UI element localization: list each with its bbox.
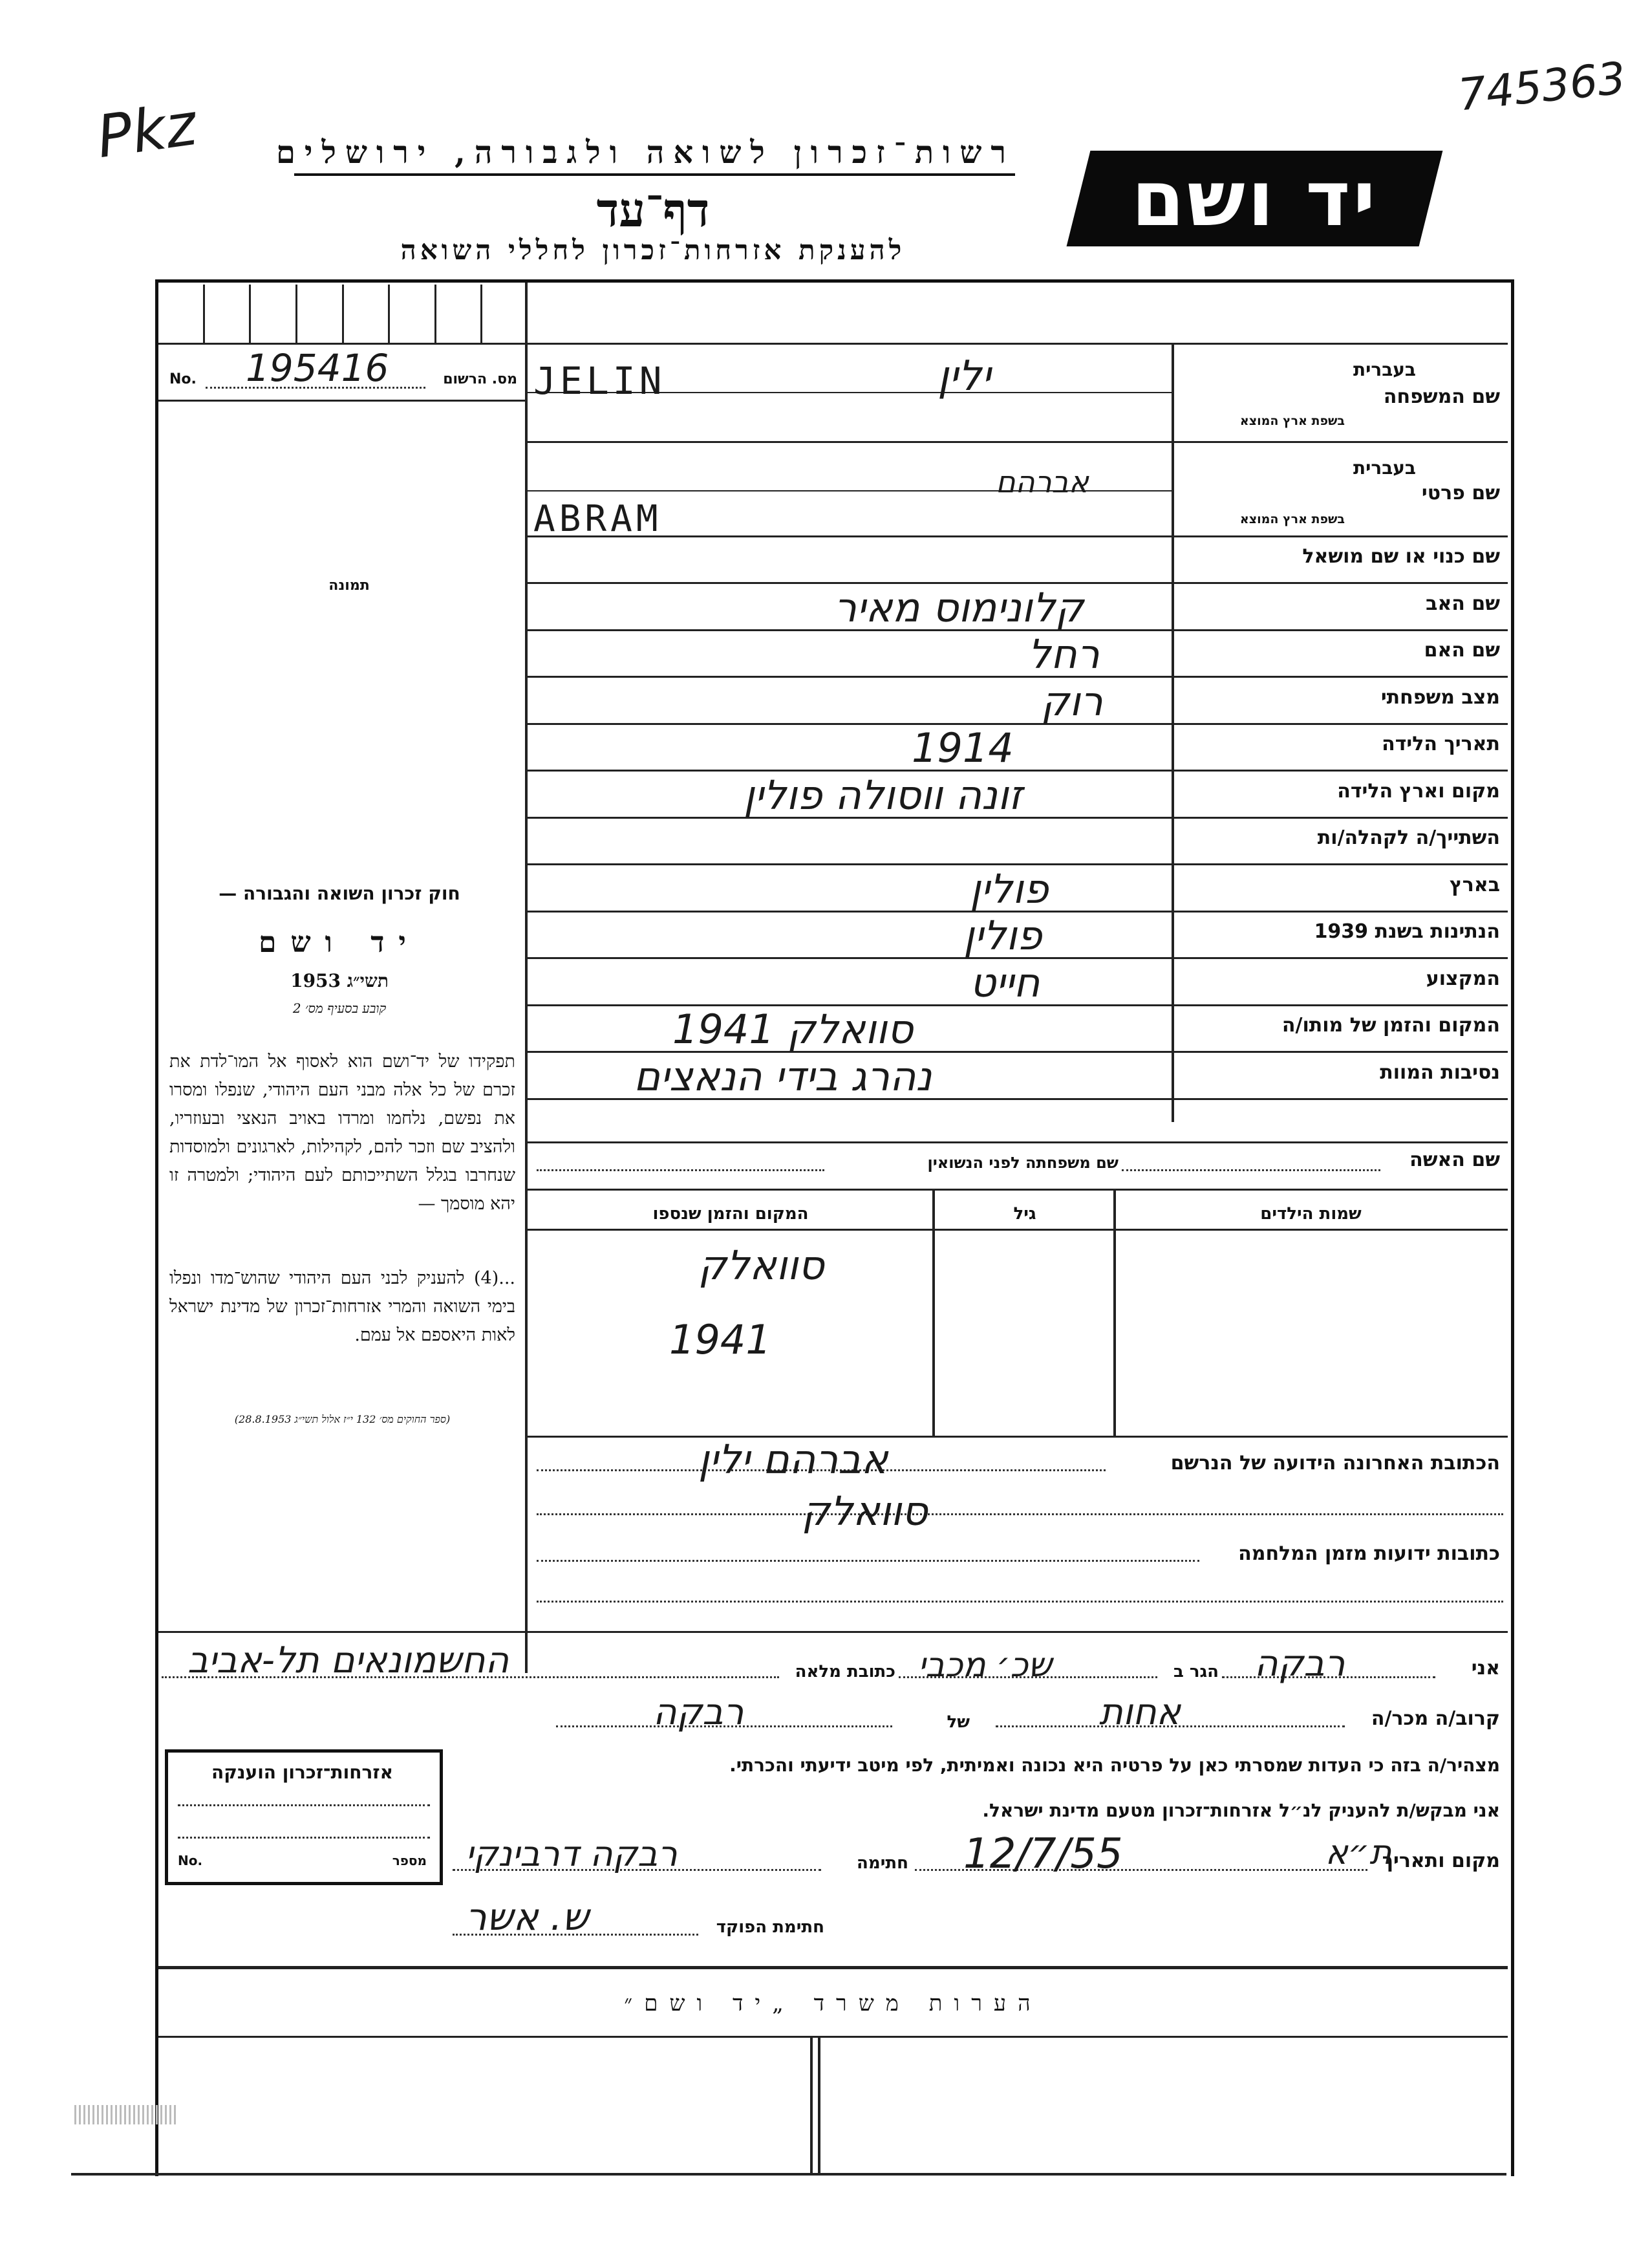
children-place-1: סוואלק: [698, 1242, 824, 1289]
citizenship-box: [165, 1749, 443, 1885]
address-bottom-rule: [158, 1631, 1508, 1633]
place-value: ת״א: [1325, 1833, 1392, 1872]
grid-top: [527, 343, 1508, 345]
date-value: 12/7/55: [963, 1830, 1123, 1878]
code-cells: [158, 285, 527, 343]
reg-no-label: No.: [169, 371, 197, 387]
wife-maiden-dots: [537, 1169, 824, 1171]
first-name-sub-hebrew: בעברית: [1353, 457, 1416, 479]
mother-value: רחל: [1028, 631, 1100, 678]
law-citation: (ספר החוקים מס׳ 132 י״ז אלול תשי״ג 28.8.1953): [234, 1413, 451, 1425]
office-top-rule: [158, 1966, 1508, 1969]
children-place-2: 1941: [669, 1316, 771, 1363]
office-notes-title: הערות משרד „יד ושם״: [624, 1991, 1042, 2016]
officer-signature: ש. אשר: [466, 1895, 589, 1939]
declarant-full-address: החשמונאים תל-אביב: [187, 1639, 509, 1681]
father-label: שם האב: [1426, 592, 1500, 615]
father-value: קלונימוס מאיר: [834, 584, 1084, 631]
row-rule: [527, 676, 1508, 678]
officer-label: חתימת הפוקד: [716, 1917, 824, 1937]
law-section: קובע בסעיף מס׳ 2: [292, 1000, 387, 1016]
birth-place-value: זונה ווסולה פולין: [744, 772, 1023, 819]
citizenship-number-label: מספר: [392, 1853, 427, 1868]
row-rule: [527, 723, 1508, 725]
country-label: בארץ: [1449, 874, 1500, 896]
family-name-label: שם המשפחה: [1383, 385, 1500, 408]
children-header-rule: [527, 1229, 1508, 1231]
children-bottom-rule: [527, 1436, 1508, 1438]
family-name-sub-hebrew: בעברית: [1353, 359, 1416, 380]
law-title: חוק זכרון השואה והגבורה —: [219, 883, 460, 904]
family-name-origin-value: JELIN: [533, 359, 666, 403]
wartime-address-label: כתובות ידועות מזמן המלחמה: [1238, 1542, 1500, 1565]
office-divider: [818, 2037, 820, 2173]
law-name: יד ושם: [259, 926, 420, 959]
law-paragraph-1: תפקידו של יד־ושם הוא לאסוף אל המו־לדת את זכרם של כל אלה מבני העם היהודי, שנפלו ומסרו את נפשם, נלחמו ומרדו באויב הנאצי ובעוזריו, ולהציב שם וזכר להם, לקהילות, לארגונים ולמוסדות שנחרבו בגלל השתייכותם לעם היהודי; ולמטרה זו יהא מוסמך —: [169, 1052, 515, 1214]
logo-text: יד ושם: [1131, 154, 1378, 243]
wartime-dots-2: [537, 1601, 1503, 1603]
citizenship-box-dots: [178, 1837, 430, 1839]
last-address-dots-2: [537, 1513, 1503, 1515]
law-year: תשי״ג 1953: [290, 970, 389, 991]
nickname-label: שם כנוי או שם מושאל: [1302, 545, 1500, 568]
wife-maiden-label: שם משפחתה לפני הנשואין: [927, 1154, 1119, 1172]
bottom-rule: [71, 2173, 1506, 2176]
family-name-sub-origin: בשפת ארץ המוצא: [1239, 414, 1345, 428]
full-address-label: כתובת מלאה: [795, 1662, 895, 1681]
citizenship-box-title: אזרחות־זכרון הוענקה: [211, 1762, 393, 1783]
row-rule: [527, 1141, 1508, 1143]
citizenship-label: הנתינות בשנת 1939: [1314, 920, 1500, 943]
profession-value: חייט: [970, 959, 1040, 1006]
marital-label: מצב משפחתי: [1380, 686, 1500, 709]
cells-rule: [158, 343, 527, 345]
death-place-label: המקום והזמן של מותו/ה: [1281, 1014, 1500, 1037]
signature-value: רבקה דרבינקי: [466, 1833, 678, 1874]
country-value: פולין: [970, 865, 1049, 913]
declarant-name: רבקה: [1254, 1643, 1345, 1685]
registration-number: 195416: [246, 346, 389, 390]
form-title: דף־עד: [596, 182, 710, 237]
declaration-statement: מצהיר/ה בזה כי העדות שמסרתי כאן על פרטיה היא נכונה ואמיתית, לפי מיטב ידיעתי והכרתי.: [729, 1755, 1500, 1776]
first-name-sub-origin: בשפת ארץ המוצא: [1239, 512, 1345, 526]
corner-note-right: 745363: [1455, 52, 1628, 122]
law-paragraph-2: ...(4) להעניק לבני העם היהודי שהוש־מדו ונפלו בימי השואה והמרי אזרחות־זכרון של מדינת ישראל לאות היאספם אל עמם.: [169, 1268, 515, 1345]
last-address-label: הכתובת האחרונה הידועה של הנרשם: [1170, 1452, 1500, 1474]
relative-label: קרוב/ה מכר/ה: [1371, 1707, 1500, 1730]
community-label: השתייך/ה לקהלה/ות: [1317, 826, 1500, 849]
birth-date-label: תאריך הלידה: [1382, 733, 1500, 755]
last-address-value-2: סוואלק: [802, 1487, 928, 1535]
children-header-names: שמות הילדים: [1260, 1204, 1362, 1224]
place-date-label: מקום ותאריך: [1382, 1850, 1500, 1872]
first-name-label: שם פרטי: [1421, 482, 1500, 504]
relation-value: אחות: [1099, 1691, 1181, 1733]
children-col-1: [932, 1189, 935, 1438]
yad-vashem-logo: [1067, 151, 1443, 246]
birth-place-label: מקום וארץ הלידה: [1337, 780, 1500, 803]
lives-in-label: הגר ב: [1173, 1662, 1219, 1681]
first-name-origin-value: ABRAM: [533, 498, 662, 540]
declaration-request: אני מבקש/ת להעניק לנ״ל אזרחות־זכרון מטעם מדינת ישראל.: [982, 1800, 1500, 1821]
death-circumstances-value: נהרג בידי הנאצים: [634, 1053, 932, 1100]
mother-label: שם האם: [1424, 639, 1500, 662]
form-subtitle: להענקת אזרחות־זכרון לחללי השואה: [400, 234, 906, 266]
wartime-dots: [537, 1560, 1199, 1562]
citizenship-no-label: No.: [178, 1853, 203, 1868]
declarant-ani-label: אני: [1471, 1657, 1500, 1679]
row-rule: [527, 441, 1508, 443]
wife-label: שם האשה: [1409, 1149, 1500, 1171]
death-circumstances-label: נסיבות המוות: [1380, 1061, 1500, 1084]
citizenship-box-dots: [178, 1804, 430, 1806]
office-divider: [810, 2037, 813, 2173]
citizenship-value: פולין: [963, 912, 1042, 959]
last-address-value-1: אברהם ילין: [698, 1436, 888, 1483]
of-label: של: [947, 1712, 970, 1732]
birth-date-value: 1914: [912, 724, 1014, 772]
reg-rule: [158, 400, 527, 402]
declarant-city: שכ׳ מכבי: [918, 1646, 1052, 1685]
death-place-value: סוואלק 1941: [672, 1006, 914, 1053]
photo-label: תמונה: [328, 578, 370, 594]
marital-value: רוק: [1041, 678, 1103, 725]
wife-dots: [1122, 1169, 1380, 1171]
profession-label: המקצוע: [1426, 967, 1500, 990]
corner-note-left: Pkz: [92, 90, 201, 172]
wife-rule: [527, 1189, 1508, 1191]
children-header-age: גיל: [1013, 1204, 1036, 1224]
signature-label: חתימה: [857, 1853, 908, 1873]
row-rule: [527, 535, 1508, 537]
family-name-hebrew-value: ילין: [937, 352, 991, 400]
of-value: רבקה: [653, 1691, 744, 1733]
reg-label: מס. הרשום: [443, 371, 517, 387]
children-col-2: [1113, 1189, 1116, 1438]
first-name-hebrew-value: אברהם: [996, 464, 1089, 499]
authority-title: רשות־זכרון לשואה ולגבורה, ירושלים: [294, 135, 1015, 176]
office-bottom-rule: [158, 2036, 1508, 2038]
scan-artifact: [74, 2105, 178, 2124]
children-header-place: המקום והזמן שנספו: [652, 1204, 809, 1224]
